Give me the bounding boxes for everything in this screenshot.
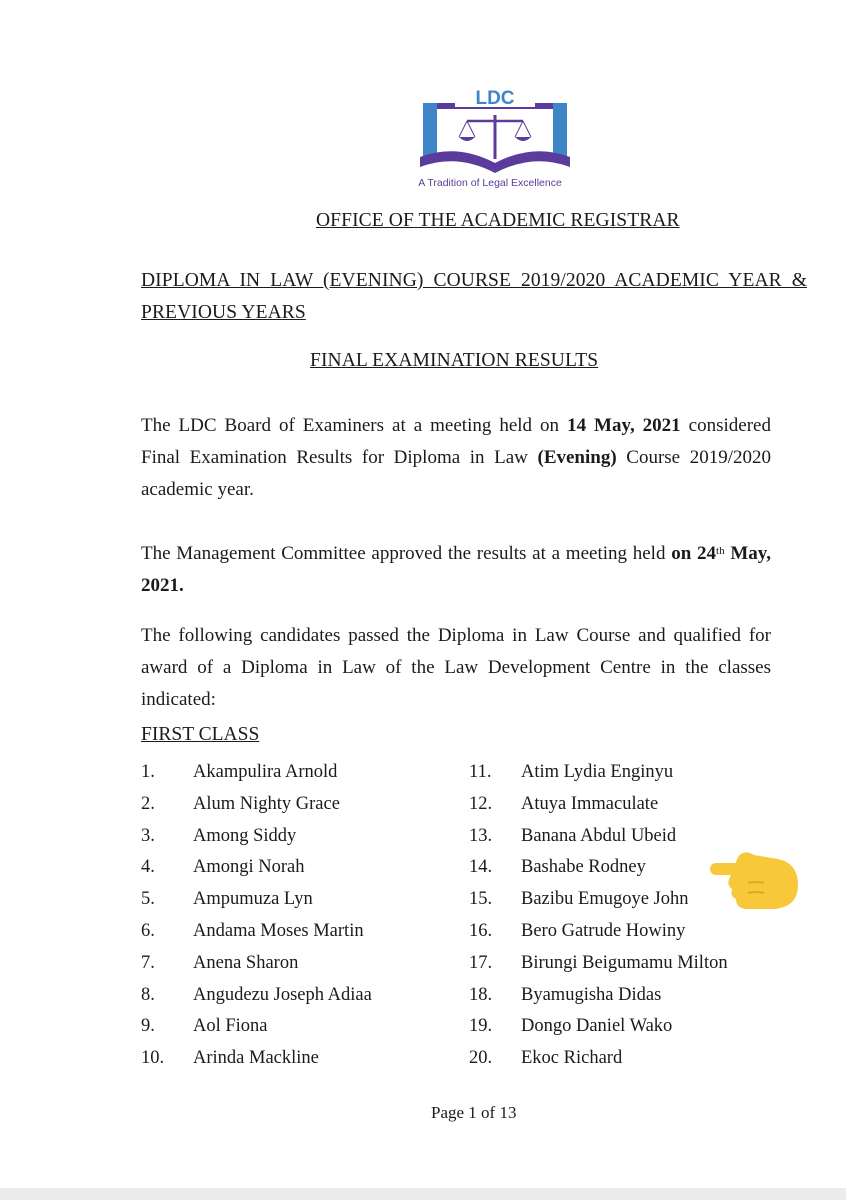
ordinal-suffix: th [716,545,725,557]
candidate-name: Byamugisha Didas [521,984,662,1005]
list-item [141,826,372,858]
results-heading: FINAL EXAMINATION RESULTS [310,350,599,371]
management-paragraph [141,538,771,602]
first-class-heading: FIRST CLASS [141,724,260,745]
list-number: 13. [469,825,493,846]
candidate-name: Dongo Daniel Wako [521,1016,673,1037]
list-number: 17. [469,952,493,973]
candidates-paragraph: The following candidates passed the Diploma in Law Course and qualified for award of a Diploma in Law of the Law Development Centre in the classes indicated: [141,625,771,710]
board-text-middle: considered Final Examination Results for Diploma in Law [141,415,771,468]
logo-acronym: LDC [475,88,515,109]
course-heading: DIPLOMA IN LAW (EVENING) COURSE 2019/2020 ACADEMIC YEAR & PREVIOUS YEARS [141,270,807,323]
candidate-name: Bashabe Rodney [521,857,646,878]
candidate-list-right [469,762,728,1080]
list-item [469,1016,728,1048]
list-number: 19. [469,1016,493,1037]
logo-caption: A Tradition of Legal Excellence [418,177,562,189]
candidate-name: Bazibu Emugoye John [521,889,689,910]
list-number: 2. [141,793,155,814]
candidate-name: Alum Nighty Grace [193,793,340,814]
list-number: 20. [469,1048,493,1069]
candidate-name: Ekoc Richard [521,1048,623,1069]
management-date-day: on 24 [671,543,717,564]
candidate-name: Ampumuza Lyn [193,889,313,910]
candidate-list-left [141,762,372,1080]
list-number: 5. [141,889,155,910]
board-paragraph [141,410,771,506]
bottom-bar [0,1188,846,1200]
candidate-name: Akampulira Arnold [193,762,338,782]
list-item [469,921,728,953]
list-item [141,985,372,1017]
board-text-start: The LDC Board of Examiners at a meeting held on [141,415,568,436]
list-number: 16. [469,920,493,941]
candidate-name: Angudezu Joseph Adiaa [193,984,372,1005]
candidate-name: Aol Fiona [193,1016,268,1037]
list-number: 7. [141,952,155,973]
candidate-name: Arinda Mackline [193,1048,319,1069]
list-item [141,794,372,826]
page-number: Page 1 of 13 [431,1103,517,1122]
candidate-name: Amongi Norah [193,857,305,878]
candidate-name: Banana Abdul Ubeid [521,825,677,846]
management-date-rest: May, 2021. [141,543,771,596]
management-text-start: The Management Committee approved the results at a meeting held [141,543,672,564]
list-item [469,794,728,826]
list-item [469,857,728,889]
list-number: 9. [141,1016,155,1037]
list-number: 10. [141,1048,165,1069]
list-item [469,826,728,858]
list-number: 4. [141,857,155,878]
list-item [141,857,372,889]
candidate-name: Anena Sharon [193,952,299,973]
list-number: 14. [469,857,493,878]
candidate-name: Andama Moses Martin [193,920,364,941]
list-item [141,953,372,985]
candidate-name: Among Siddy [193,825,297,846]
list-number: 15. [469,889,493,910]
list-item [469,762,728,794]
list-number: 8. [141,984,155,1005]
list-number: 11. [469,762,492,782]
list-number: 3. [141,825,155,846]
list-number: 1. [141,762,155,782]
pointing-hand-icon [708,845,800,915]
board-text-end: Course 2019/2020 academic year. [141,447,771,500]
list-item [141,889,372,921]
list-item [141,921,372,953]
office-heading: OFFICE OF THE ACADEMIC REGISTRAR [316,210,680,231]
list-item [469,985,728,1017]
candidate-name: Atuya Immaculate [521,793,659,814]
evening-label: (Evening) [537,447,617,468]
board-meeting-date: 14 May, 2021 [567,415,681,436]
list-number: 6. [141,920,155,941]
candidate-name: Bero Gatrude Howiny [521,920,686,941]
candidate-name: Atim Lydia Enginyu [521,762,674,782]
list-number: 18. [469,984,493,1005]
list-item [469,889,728,921]
list-item [141,1016,372,1048]
list-item [141,1048,372,1080]
list-item [141,762,372,794]
list-number: 12. [469,793,493,814]
list-item [469,1048,728,1080]
list-item [469,953,728,985]
candidate-name: Birungi Beigumamu Milton [521,952,728,973]
